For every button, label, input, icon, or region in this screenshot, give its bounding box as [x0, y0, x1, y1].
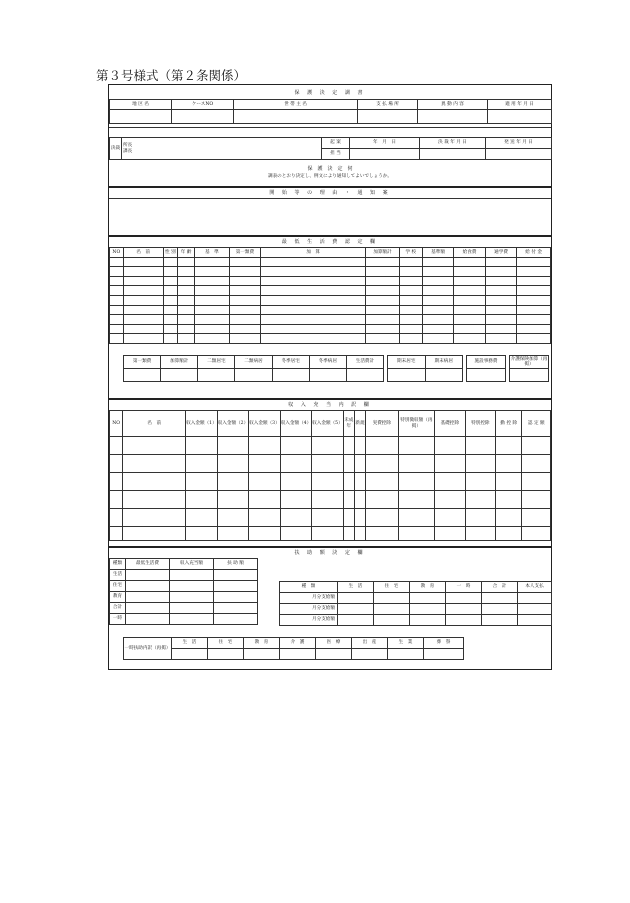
tanto-field[interactable] [350, 149, 420, 160]
table-row[interactable] [110, 257, 551, 267]
fujo-title: 扶 助 額 決 定 欄 [294, 550, 366, 556]
fujo-col-type: 種類 [110, 559, 126, 570]
ml-col-school: 学 校 [399, 248, 422, 258]
ichiji-col-care: 介 護 [280, 638, 316, 649]
ml-col-name: 名 前 [123, 248, 163, 258]
table-row[interactable] [110, 267, 551, 277]
ichiji-col-occupation: 生 業 [388, 638, 424, 649]
in-col-basic-deduct: 基礎控除 [435, 411, 465, 437]
ml-col-base-amount: 基準額 [422, 248, 453, 258]
fujo-col-amount: 扶 助 額 [214, 559, 258, 570]
in-col-income-5: 収入金額（5） [312, 411, 344, 437]
ml-col-age: 年 齢 [178, 248, 195, 258]
table-row[interactable] [110, 276, 551, 286]
col-district: 地 区 名 [110, 100, 172, 110]
field-case-no[interactable] [172, 110, 234, 124]
sum-class2-hosp: 二類病居 [235, 356, 272, 369]
min-living-title: 最 低 生 活 費 認 定 欄 [281, 239, 379, 245]
field-head-name[interactable] [234, 110, 358, 124]
ichiji-label: 一時扶助内訳（再掲） [124, 638, 172, 660]
kian-label: 起 案 [322, 138, 350, 149]
table-row[interactable] [110, 527, 551, 541]
hasso-date-field[interactable] [486, 149, 552, 160]
in-col-income-4: 収入金額（4） [280, 411, 312, 437]
summary-group-3 [466, 355, 506, 382]
in-col-work-deduct: 勤 控 除 [496, 411, 522, 437]
in-col-actual: 実費控除 [366, 411, 399, 437]
kessai-date-label: 決 裁 年 月 日 [420, 138, 486, 149]
in-col-income-1: 収入金額（1） [186, 411, 218, 437]
summary-group-4 [509, 355, 549, 382]
in-col-income-3: 収入金額（3） [249, 411, 281, 437]
in-col-name: 名 前 [123, 411, 186, 437]
field-pay-place[interactable] [358, 110, 418, 124]
decision-table [109, 137, 552, 160]
kian-date[interactable]: 年 月 日 [350, 138, 420, 149]
form-title: 保 護 決 定 調 書 [294, 90, 366, 96]
table-row[interactable] [110, 295, 551, 305]
reason-title: 開 始 等 の 理 由 ・ 通 知 案 [269, 190, 391, 196]
fujo-row-education: 教育 [110, 592, 126, 603]
kessai-side-label: 決裁 [110, 138, 122, 160]
min-living-table [109, 247, 551, 344]
field-change[interactable] [418, 110, 488, 124]
col-case-no: ケースNO [172, 100, 234, 110]
sum-care-insurance: 介護保険加算（再掲） [510, 356, 548, 367]
summary-group-2 [387, 355, 463, 382]
tanto-label: 担 当 [322, 149, 350, 160]
income-title: 収 入 充 当 内 訳 欄 [288, 402, 372, 408]
table-row[interactable] [110, 305, 551, 315]
header-table [109, 99, 552, 124]
col-change: 異 動 内 容 [418, 100, 488, 110]
fujo-row-living: 生活 [110, 570, 126, 581]
sum-yearend-home: 期末居宅 [388, 356, 426, 369]
kettei-note: 調表のとおり決定し、例文により通知してよいでしょうか。 [267, 174, 393, 179]
ml-col-commute: 通学費 [485, 248, 516, 258]
sum-winter-hosp: 冬季病居 [309, 356, 346, 369]
fujo-right-table [279, 581, 552, 626]
ml-col-no: NO [110, 248, 124, 258]
sum-addition: 加算額計 [161, 356, 198, 369]
ichiji-col-living: 生 活 [172, 638, 208, 649]
ml-col-lunch: 給食費 [454, 248, 485, 258]
fr-col-type: 種 類 [280, 582, 338, 593]
protection-decision-form [108, 84, 552, 670]
ichiji-col-education: 教 育 [244, 638, 280, 649]
in-col-no: NO [110, 411, 123, 437]
fujo-row-total: 合計 [110, 603, 126, 614]
table-row[interactable] [110, 324, 551, 334]
table-row[interactable] [110, 455, 551, 473]
ml-col-standard: 基 準 [195, 248, 230, 258]
field-apply-date[interactable] [488, 110, 552, 124]
sum-yearend-hosp: 期末病居 [425, 356, 463, 369]
fujo-col-min: 最低生活費 [126, 559, 170, 570]
in-col-special-deduct: 特別控除 [465, 411, 495, 437]
fr-row-2: 月分支給額 [280, 604, 338, 615]
kessai-date-field[interactable] [420, 149, 486, 160]
ichiji-col-medical: 医 療 [316, 638, 352, 649]
table-row[interactable] [110, 473, 551, 491]
fr-col-living: 生 活 [338, 582, 374, 593]
table-row[interactable] [110, 315, 551, 325]
table-row[interactable] [110, 491, 551, 509]
fr-row-3: 月分支給額 [280, 615, 338, 626]
sum-class1: 第一類費 [124, 356, 161, 369]
fr-col-housing: 住 宅 [374, 582, 410, 593]
sum-living-total: 生活費計 [346, 356, 383, 369]
in-col-special-collect: 特別微収額（再掲） [398, 411, 435, 437]
sum-class2-home: 二類居宅 [198, 356, 235, 369]
income-table [109, 410, 551, 541]
fujo-col-income: 収入充当額 [170, 559, 214, 570]
fujo-row-temporary: 一時 [110, 614, 126, 625]
ichiji-col-housing: 住 宅 [208, 638, 244, 649]
fr-col-total: 合 計 [482, 582, 518, 593]
table-row[interactable] [110, 334, 551, 344]
table-row[interactable] [110, 437, 551, 455]
summary-group-1 [123, 355, 384, 382]
fr-row-1: 月分支給額 [280, 593, 338, 604]
ml-col-addition: 加 算 [261, 248, 366, 258]
col-apply-date: 適 用 年 月 日 [488, 100, 552, 110]
sum-winter-home: 冬季居宅 [272, 356, 309, 369]
ml-col-addition-total: 加算額計 [366, 248, 400, 258]
kettei-title: 保 護 決 定 伺 [307, 166, 353, 172]
in-col-minor: 未成年 [343, 411, 354, 437]
fr-col-self-pay: 本人支払 [518, 582, 552, 593]
col-head-name: 世 帯 主 名 [234, 100, 358, 110]
col-pay-place: 支 払 場 所 [358, 100, 418, 110]
approver-cell[interactable] [122, 138, 322, 160]
ichiji-col-birth: 出 産 [352, 638, 388, 649]
approver-row-1: 所長 [123, 143, 133, 149]
sum-facility: 施設事務費 [467, 356, 506, 369]
fujo-row-housing: 住宅 [110, 581, 126, 592]
in-col-approved: 認 定 額 [522, 411, 551, 437]
ml-col-class1: 第一類費 [229, 248, 260, 258]
in-col-new: 新規 [354, 411, 365, 437]
field-district[interactable] [110, 110, 172, 124]
form-heading: 第３号様式（第２条関係） [96, 68, 247, 83]
ml-col-sex: 性 別 [163, 248, 178, 258]
approver-row-2: 課長 [123, 148, 133, 154]
ichiji-col-funeral: 葬 祭 [424, 638, 464, 649]
fujo-left-table [109, 558, 258, 625]
reason-area[interactable] [109, 199, 551, 234]
table-row[interactable] [110, 509, 551, 527]
in-col-income-2: 収入金額（2） [217, 411, 249, 437]
table-row[interactable] [110, 286, 551, 296]
hasso-date-label: 発 送 年 月 日 [486, 138, 552, 149]
ichiji-table [123, 637, 464, 660]
ml-col-benefit: 給 付 金 [517, 248, 551, 258]
fr-col-education: 教 育 [410, 582, 446, 593]
fr-col-temporary: 一 時 [446, 582, 482, 593]
